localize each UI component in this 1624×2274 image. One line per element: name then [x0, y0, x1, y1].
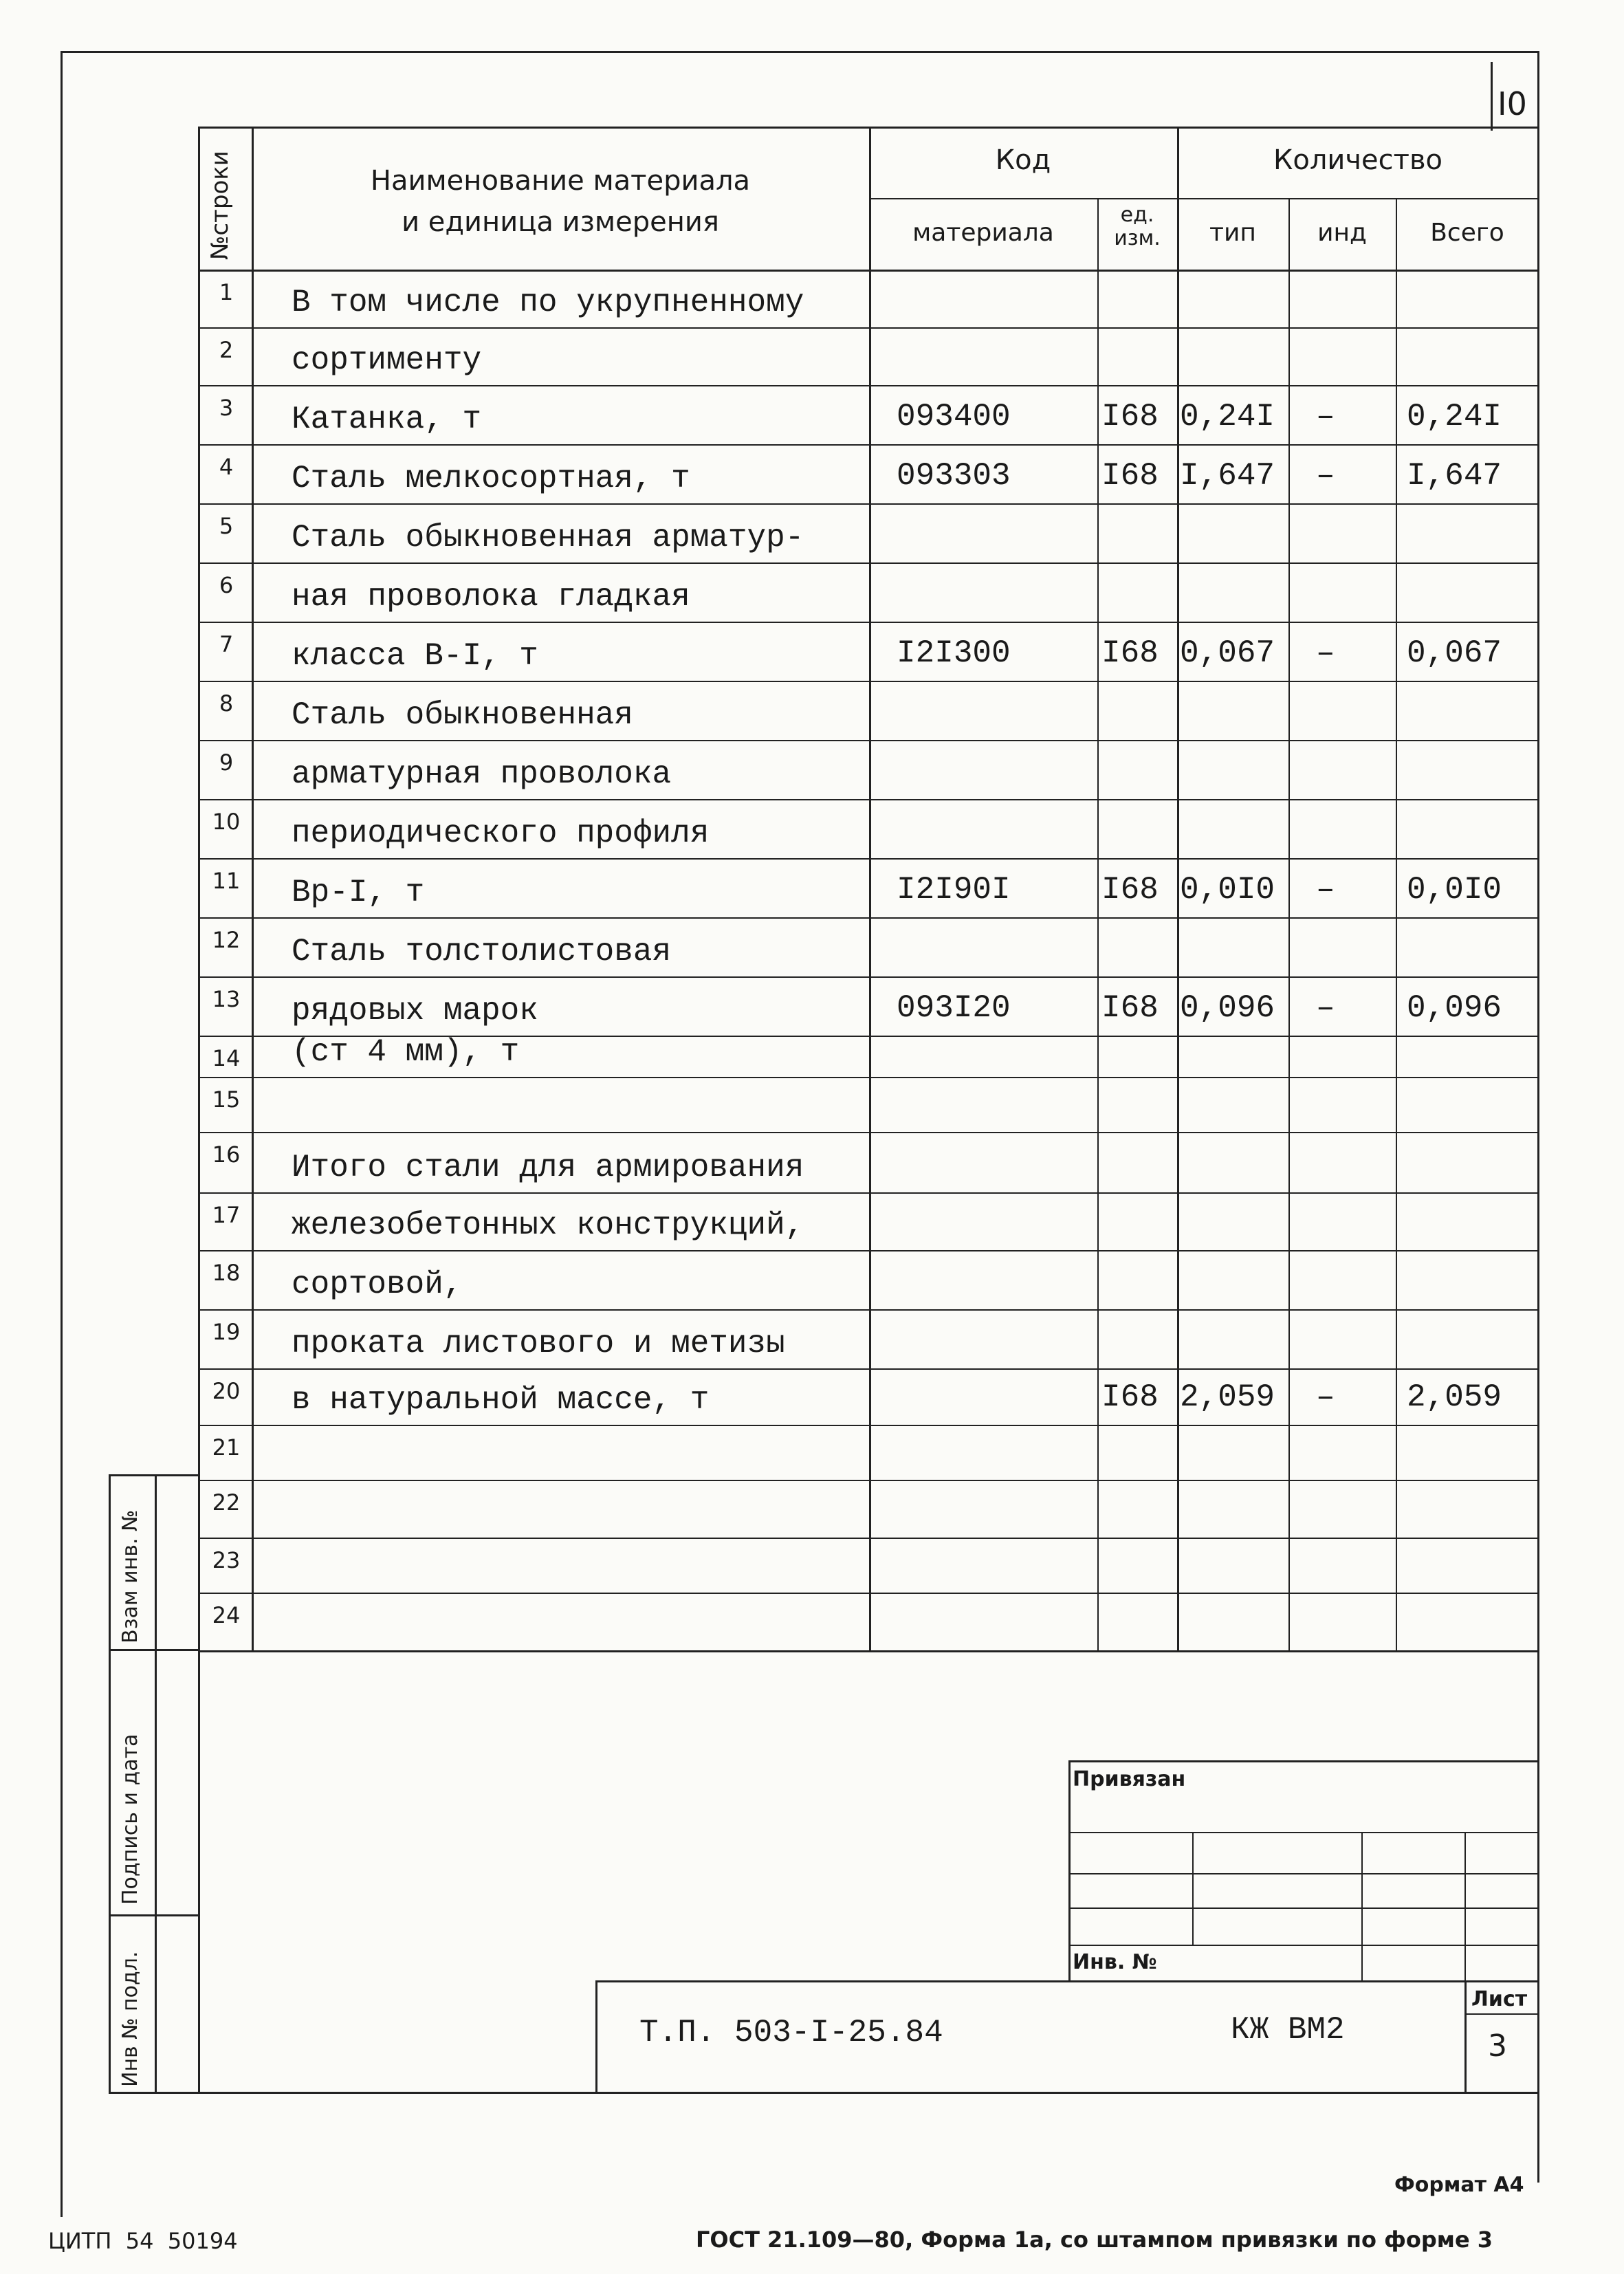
- row-number: 1: [219, 279, 234, 305]
- row-number: 16: [212, 1141, 241, 1168]
- row-number: 21: [212, 1434, 241, 1461]
- row-number: 20: [212, 1378, 241, 1404]
- row-qty-total: I,647: [1407, 458, 1502, 494]
- stamp-bound-label: Привязан: [1073, 1767, 1186, 1791]
- col-line: [1177, 127, 1179, 1650]
- row-number: 22: [212, 1489, 241, 1516]
- row-number: 9: [219, 750, 234, 776]
- row-line: [198, 1309, 1539, 1311]
- row-number: 3: [219, 395, 234, 421]
- side-label-signature-date: Подпись и дата: [118, 1734, 142, 1905]
- row-line: [198, 1480, 1539, 1481]
- row-line: [198, 799, 1539, 800]
- side-label-inv-original: Инв № подл.: [118, 1951, 142, 2087]
- row-qty-type: I,647: [1180, 458, 1275, 494]
- header-name-line1: Наименование материала: [370, 165, 751, 197]
- format-label: Формат А4: [1394, 2173, 1524, 2197]
- row-name: Итого стали для армирования: [292, 1150, 804, 1185]
- row-unit: I68: [1101, 990, 1159, 1026]
- row-qty-total: 0,24I: [1407, 399, 1502, 435]
- row-unit: I68: [1101, 1379, 1159, 1415]
- row-line: [198, 1192, 1539, 1194]
- table-top-line: [198, 127, 1539, 129]
- row-unit: I68: [1101, 399, 1159, 435]
- row-qty-type: 0,0I0: [1180, 872, 1275, 908]
- row-name: Сталь обыкновенная: [292, 697, 633, 733]
- header-qty-type: тип: [1209, 219, 1256, 247]
- header-row-no: №строки: [206, 151, 234, 260]
- row-qty-type: 0,067: [1180, 635, 1275, 671]
- row-number: 10: [212, 809, 241, 835]
- row-name: Сталь толстолистовая: [292, 934, 672, 970]
- row-line: [198, 740, 1539, 741]
- row-unit: I68: [1101, 635, 1159, 671]
- row-number: 2: [219, 337, 234, 363]
- row-name: проката листового и метизы: [292, 1326, 785, 1362]
- row-qty-total: 0,096: [1407, 990, 1502, 1026]
- col-line: [198, 127, 200, 2093]
- header-qty-total: Всего: [1430, 219, 1504, 247]
- row-number: 5: [219, 513, 234, 539]
- row-name: Катанка, т: [292, 402, 482, 437]
- header-code-unit: ед. изм.: [1114, 203, 1161, 250]
- sheet-number: 3: [1488, 2029, 1507, 2064]
- doc-mark: КЖ ВМ2: [1231, 2012, 1345, 2048]
- row-name: в натуральной массе, т: [292, 1382, 710, 1418]
- row-name: периодического профиля: [292, 816, 710, 851]
- table-bottom-line: [198, 1650, 1539, 1652]
- row-qty-ind: –: [1316, 635, 1335, 671]
- row-code: 093303: [897, 458, 1011, 494]
- row-number: 19: [212, 1319, 241, 1345]
- row-qty-ind: –: [1316, 399, 1335, 435]
- header-quantity: Количество: [1273, 144, 1442, 176]
- col-line: [252, 127, 254, 1650]
- row-line: [198, 327, 1539, 329]
- row-unit: I68: [1101, 872, 1159, 908]
- row-qty-ind: –: [1316, 990, 1335, 1026]
- col-line: [1288, 198, 1290, 1650]
- row-line: [198, 503, 1539, 505]
- row-qty-ind: –: [1316, 458, 1335, 494]
- side-label-inv-replace: Взам инв. №: [118, 1509, 142, 1643]
- row-number: 6: [219, 572, 234, 598]
- row-qty-ind: –: [1316, 872, 1335, 908]
- row-number: 23: [212, 1547, 241, 1573]
- row-name: Сталь мелкосортная, т: [292, 461, 690, 496]
- row-number: 4: [219, 454, 234, 480]
- row-number: 14: [212, 1045, 241, 1071]
- pagebox-left: [1491, 62, 1493, 131]
- row-qty-ind: –: [1316, 1379, 1335, 1415]
- row-name: сортименту: [292, 342, 482, 378]
- row-name: ная проволока гладкая: [292, 579, 690, 615]
- row-name: Сталь обыкновенная арматур-: [292, 520, 804, 556]
- row-qty-total: 0,067: [1407, 635, 1502, 671]
- row-qty-total: 0,0I0: [1407, 872, 1502, 908]
- row-qty-total: 2,059: [1407, 1379, 1502, 1415]
- row-line: [198, 622, 1539, 623]
- row-line: [198, 1250, 1539, 1251]
- row-line: [198, 385, 1539, 386]
- row-number: 7: [219, 631, 234, 657]
- row-number: 12: [212, 927, 241, 953]
- frame-right: [1537, 51, 1539, 2183]
- row-number: 8: [219, 690, 234, 717]
- row-number: 18: [212, 1260, 241, 1286]
- row-number: 11: [212, 868, 241, 894]
- sheet-label: Лист: [1471, 1987, 1528, 2011]
- stamp-inv-label: Инв. №: [1073, 1950, 1157, 1974]
- header-mid-line: [869, 198, 1539, 199]
- row-line: [198, 1368, 1539, 1370]
- row-line: [198, 1593, 1539, 1594]
- row-line: [198, 1077, 1539, 1078]
- row-code: 093I20: [897, 990, 1011, 1026]
- page-number: I0: [1497, 85, 1527, 122]
- row-line: [198, 562, 1539, 564]
- row-line: [198, 917, 1539, 919]
- header-code-material: материала: [912, 219, 1054, 247]
- row-qty-type: 0,24I: [1180, 399, 1275, 435]
- row-line: [198, 1132, 1539, 1133]
- row-name: Вр-I, т: [292, 875, 425, 910]
- row-qty-type: 2,059: [1180, 1379, 1275, 1415]
- row-code: 093400: [897, 399, 1011, 435]
- header-qty-ind: инд: [1317, 219, 1367, 247]
- frame-top: [61, 51, 1539, 53]
- row-number: 15: [212, 1086, 241, 1113]
- row-code: I2I300: [897, 635, 1011, 671]
- doc-code: Т.П. 503-I-25.84: [639, 2015, 943, 2051]
- row-number: 24: [212, 1602, 241, 1628]
- row-line: [198, 858, 1539, 860]
- row-qty-type: 0,096: [1180, 990, 1275, 1026]
- col-line: [869, 127, 871, 1650]
- row-name: железобетонных конструкций,: [292, 1207, 804, 1243]
- row-number: 17: [212, 1202, 241, 1228]
- row-code: I2I90I: [897, 872, 1011, 908]
- row-name: арматурная проволока: [292, 756, 672, 792]
- row-name: В том числе по укрупненному: [292, 285, 804, 320]
- row-number: 13: [212, 986, 241, 1012]
- row-line: [198, 1538, 1539, 1539]
- row-name: (ст 4 мм), т: [292, 1034, 520, 1070]
- row-line: [198, 1425, 1539, 1426]
- footer-left-code: ЦИТП 54 50194: [48, 2228, 238, 2254]
- col-line: [1396, 198, 1397, 1650]
- header-name-line2: и единица измерения: [402, 206, 719, 238]
- row-name: рядовых марок: [292, 993, 538, 1029]
- row-name: сортовой,: [292, 1267, 463, 1302]
- row-line: [198, 976, 1539, 978]
- frame-left: [61, 51, 63, 2217]
- footer-gost: ГОСТ 21.109—80, Форма 1а, со штампом привязки по форме 3: [696, 2227, 1493, 2253]
- row-line: [198, 681, 1539, 682]
- header-code: Код: [995, 144, 1051, 176]
- header-bottom-line: [198, 270, 1539, 272]
- row-name: класса В-I, т: [292, 638, 538, 674]
- col-line: [1097, 198, 1099, 1650]
- row-line: [198, 444, 1539, 446]
- row-unit: I68: [1101, 458, 1159, 494]
